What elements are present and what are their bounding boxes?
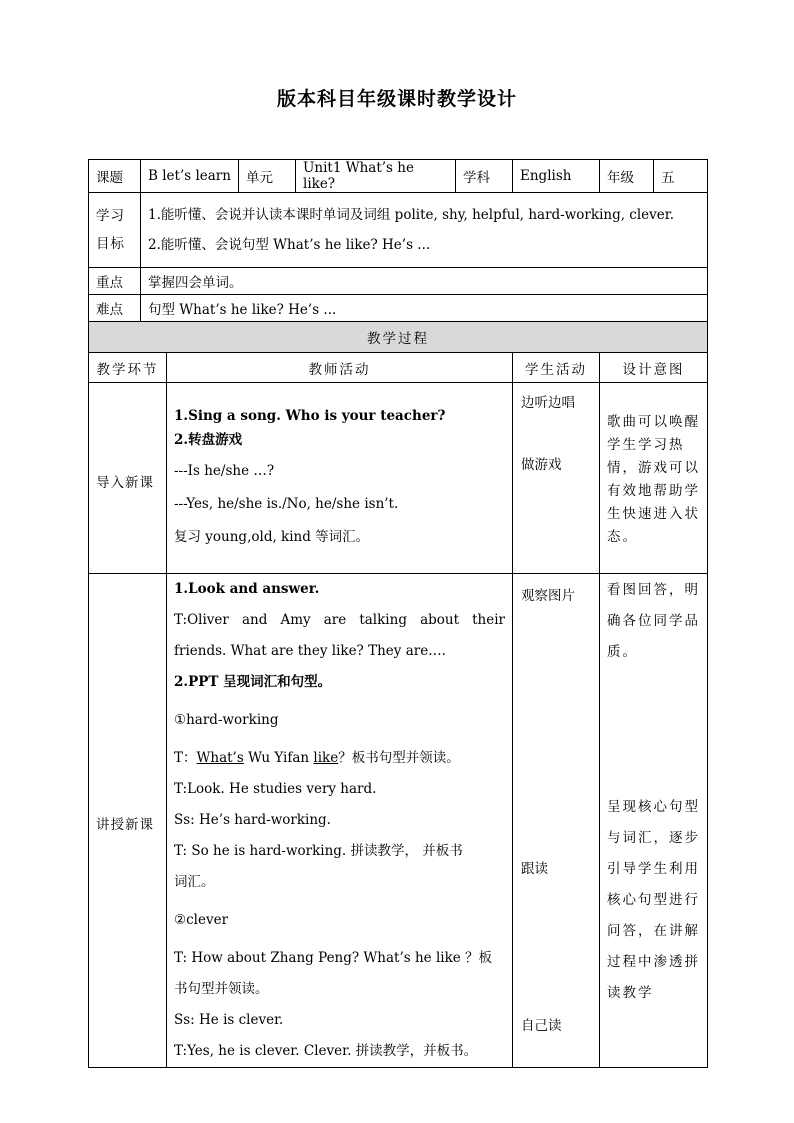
teacher-line: ②clever: [174, 912, 229, 928]
teacher-line: T:Look. He studies very hard.: [174, 781, 377, 797]
process-title-row: [89, 322, 708, 353]
difficulty-label: 难点: [89, 295, 141, 322]
student-activity: 边听边唱: [521, 395, 575, 411]
lesson-plan-table: [88, 159, 708, 1068]
process-title: 教学过程: [89, 322, 708, 353]
teacher-line: 词汇。: [174, 874, 215, 890]
teacher-line: 1.Sing a song. Who is your teacher?: [174, 407, 446, 424]
topic-value: B let’s learn: [141, 160, 239, 193]
table-row: [89, 574, 708, 1068]
student-activity: 自己读: [521, 1018, 562, 1034]
design-intent-cell: [600, 383, 708, 574]
teacher-line: T：What’s Wu Yifan like？板书句型并领读。: [174, 750, 460, 766]
header-row: [89, 160, 708, 193]
teacher-line: T: How about Zhang Peng? What’s he like ？板: [174, 950, 493, 966]
key-point-row: [89, 268, 708, 295]
teacher-line: Ss: He’s hard-working.: [174, 812, 331, 828]
grade-label: 年级: [600, 160, 654, 193]
objectives-label: 学习目标: [89, 193, 141, 268]
unit-value: Unit1 What’s he like?: [296, 160, 456, 193]
design-intent: 呈现核心句型与词汇，逐步引导学生利用核心句型进行问答，在讲解过程中渗透拼读教学: [607, 799, 700, 1001]
topic-label: 课题: [89, 160, 141, 193]
student-activity: 观察图片: [521, 588, 575, 604]
teacher-line: 复习 young,old, kind 等词汇。: [174, 528, 370, 545]
key-point-value: 掌握四会单词。: [141, 268, 708, 295]
document-title: 版本科目年级课时教学设计: [276, 88, 517, 110]
difficulty-row: [89, 295, 708, 322]
difficulty-value: 句型 What’s he like? He’s ...: [141, 295, 708, 322]
teacher-activity-cell: [167, 574, 513, 1068]
grade-value: 五: [654, 160, 708, 193]
student-activity-cell: [513, 574, 600, 1068]
process-column-headers: [89, 353, 708, 383]
teacher-line: T:Yes, he is clever. Clever. 拼读教学，并板书。: [174, 1043, 478, 1059]
teacher-line: T:Oliver and Amy are talking about their: [174, 612, 505, 628]
col-student: 学生活动: [513, 353, 600, 383]
objective-1: 1.能听懂、会说并认读本课时单词及词组 polite, shy, helpful, hard-working, clever.: [148, 207, 675, 223]
objectives-content: [141, 193, 708, 268]
subject-value: English: [513, 160, 600, 193]
teacher-line: ①hard-working: [174, 712, 279, 728]
stage-cell: 讲授新课: [89, 574, 167, 1068]
design-intent: 歌曲可以唤醒学生学习热情，游戏可以有效地帮助学生快速进入状态。: [607, 413, 700, 545]
teacher-activity-cell: [167, 383, 513, 574]
design-intent-cell: [600, 574, 708, 1068]
objectives-row: [89, 193, 708, 268]
col-stage: 教学环节: [89, 353, 167, 383]
objective-2: 2.能听懂、会说句型 What’s he like? He’s ...: [148, 237, 431, 253]
teacher-line: ---Is he/she …?: [174, 462, 275, 479]
teacher-line: 书句型并领读。: [174, 981, 269, 997]
key-point-label: 重点: [89, 268, 141, 295]
teacher-line: 2.PPT 呈现词汇和句型。: [174, 674, 332, 690]
subject-label: 学科: [456, 160, 513, 193]
col-intent: 设计意图: [600, 353, 708, 383]
teacher-line: 2.转盘游戏: [174, 431, 243, 448]
table-row: [89, 383, 708, 574]
teacher-line: 1.Look and answer.: [174, 581, 320, 597]
teacher-line: ---Yes, he/she is./No, he/she isn’t.: [174, 495, 399, 512]
design-intent: 看图回答，明确各位同学品质。: [607, 582, 700, 660]
teacher-line: T: So he is hard-working. 拼读教学， 并板书: [174, 843, 463, 859]
unit-label: 单元: [239, 160, 296, 193]
teacher-line: friends. What are they like? They are….: [174, 643, 446, 659]
student-activity-cell: [513, 383, 600, 574]
student-activity: 跟读: [521, 861, 548, 877]
stage-cell: 导入新课: [89, 383, 167, 574]
teacher-line: Ss: He is clever.: [174, 1012, 284, 1028]
col-teacher: 教师活动: [167, 353, 513, 383]
student-activity: 做游戏: [521, 457, 562, 473]
